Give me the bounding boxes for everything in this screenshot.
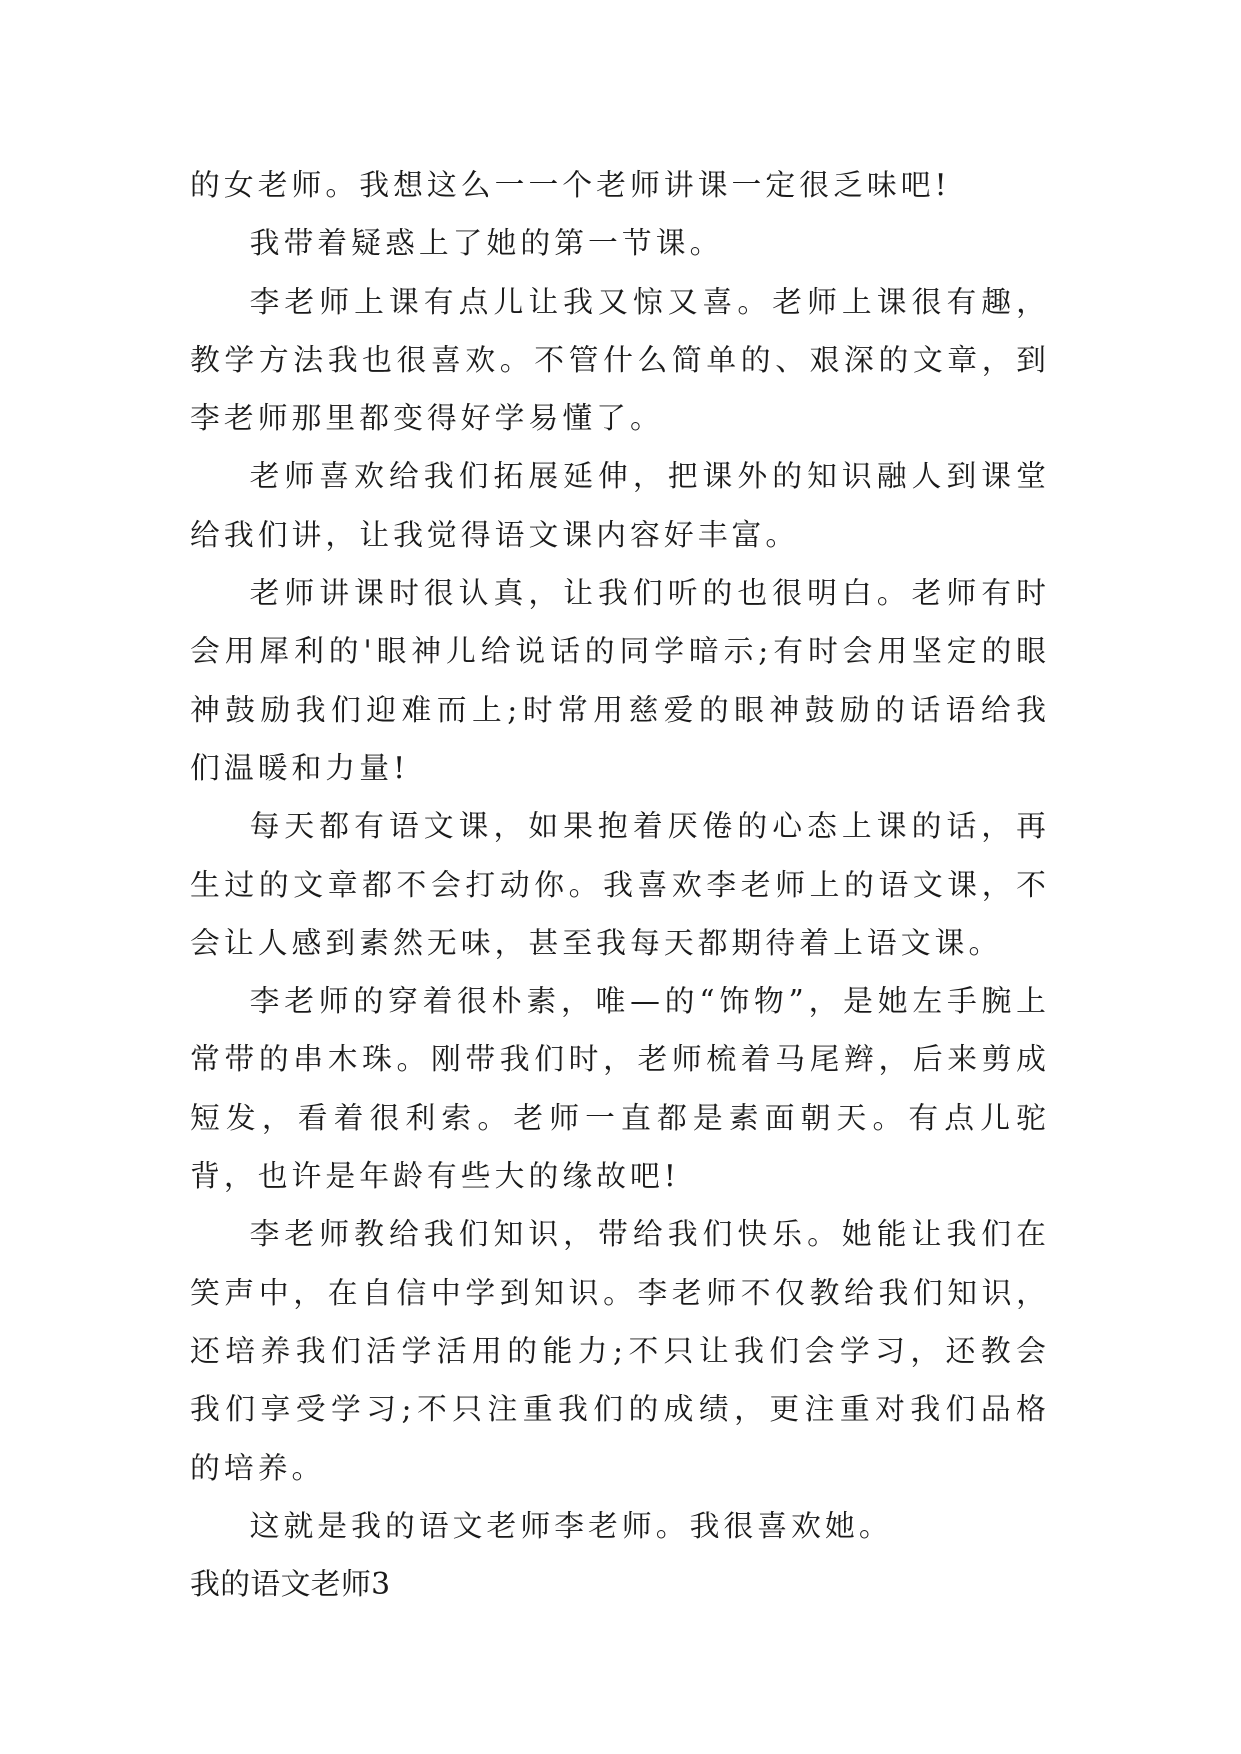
paragraph-continuation: 的女老师。我想这么一一个老师讲课一定很乏味吧! [190, 168, 951, 203]
paragraph: 老师讲课时很认真，让我们听的也很明白。老师有时会用犀利的'眼神儿给说话的同学暗示;有时会用坚定的眼神鼓励我们迎难而上;时常用慈爱的眼神鼓励的话语给我们温暖和力量! [190, 576, 1050, 786]
paragraph: 这就是我的语文老师李老师。我很喜欢她。 [249, 1508, 893, 1544]
paragraph: 每天都有语文课，如果抱着厌倦的心态上课的话，再生过的文章都不会打动你。我喜欢李老师上的语文课，不会让人感到素然无味，甚至我每天都期待着上语文课。 [190, 809, 1050, 961]
section-heading: 我的语文老师3 [190, 1567, 391, 1603]
paragraph: 李老师的穿着很朴素，唯—的“饰物”，是她左手腕上常带的串木珠。刚带我们时，老师梳着马尾辫，后来剪成短发，看着很利索。老师一直都是素面朝天。有点儿驼背，也许是年龄有些大的缘故吧! [190, 984, 1050, 1195]
paragraph: 我带着疑惑上了她的第一节课。 [249, 226, 724, 262]
paragraph: 李老师上课有点儿让我又惊又喜。老师上课很有趣，教学方法我也很喜欢。不管什么简单的、艰深的文章，到李老师那里都变得好学易懂了。 [190, 284, 1050, 437]
paragraph: 老师喜欢给我们拓展延伸，把课外的知识融人到课堂给我们讲，让我觉得语文课内容好丰富。 [190, 459, 1050, 553]
paragraph: 李老师教给我们知识，带给我们快乐。她能让我们在笑声中，在自信中学到知识。李老师不仅教给我们知识，还培养我们活学活用的能力;不只让我们会学习，还教会我们享受学习;不只注重我们的成绩，更注重对我们品格的培养。 [190, 1217, 1050, 1486]
document-body [190, 157, 1050, 1614]
